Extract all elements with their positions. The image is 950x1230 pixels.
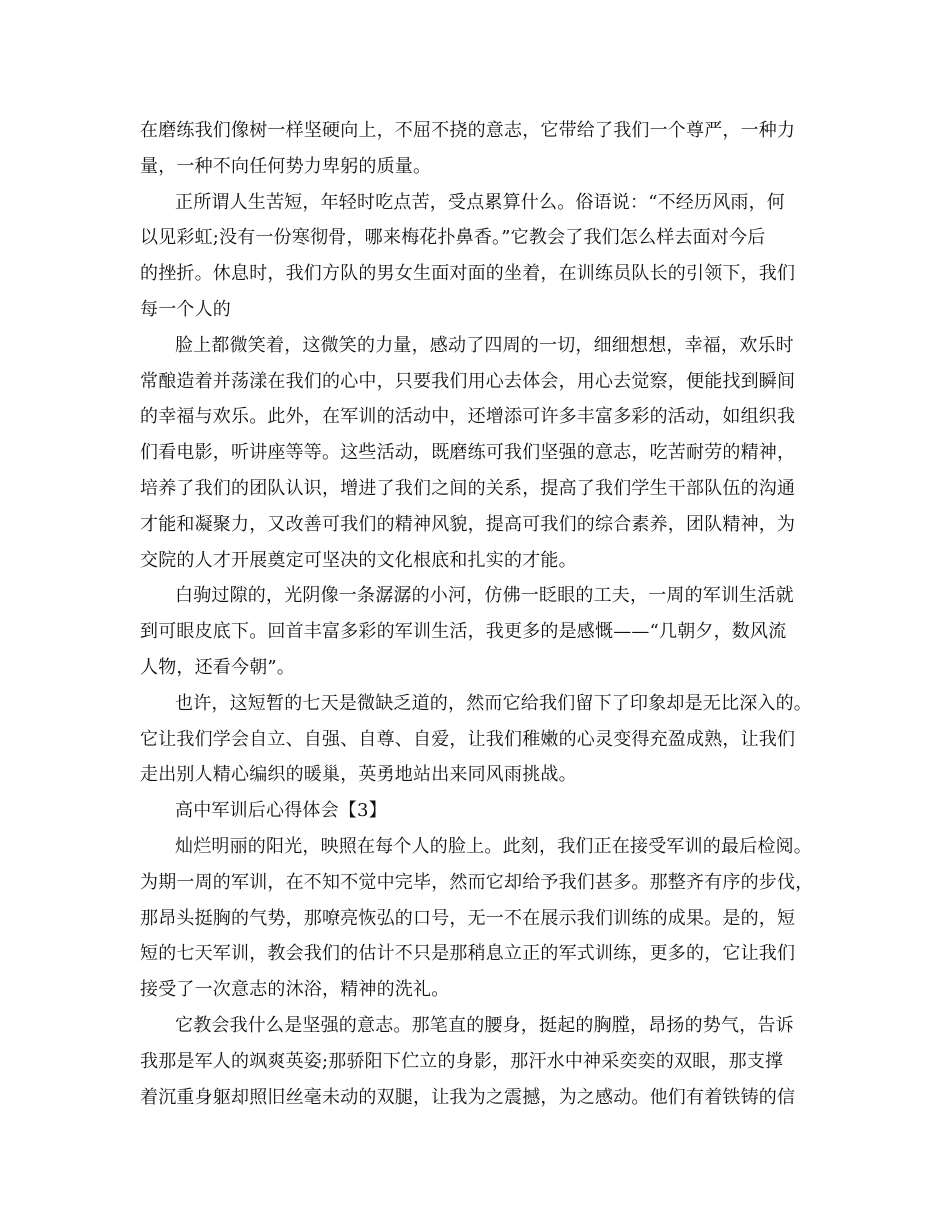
text-line: 的幸福与欢乐。此外，在军训的活动中，还增添可许多丰富多彩的活动，如组织我 bbox=[140, 406, 796, 428]
text-line: 正所谓人生苦短，年轻时吃点苦，受点累算什么。俗语说：“不经历风雨，何 bbox=[175, 191, 785, 213]
text-line: 也许，这短暂的七天是微缺乏道的，然而它给我们留下了印象却是无比深入的。 bbox=[175, 692, 812, 714]
text-line: 到可眼皮底下。回首丰富多彩的军训生活，我更多的是感慨——“几朝夕，数风流 bbox=[140, 621, 787, 643]
text-line: 为期一周的军训，在不知不觉中完毕，然而它却给予我们甚多。那整齐有序的步伐， bbox=[140, 871, 814, 893]
text-line: 培养了我们的团队认识，增进了我们之间的关系，提高了我们学生干部队伍的沟通 bbox=[140, 477, 796, 499]
text-line: 那昂头挺胸的气势，那嘹亮恢弘的口号，无一不在展示我们训练的成果。是的，短 bbox=[140, 907, 796, 929]
text-line: 我那是军人的飒爽英姿;那骄阳下伫立的身影，那汗水中神采奕奕的双眼，那支撑 bbox=[140, 1050, 784, 1072]
text-line: 量，一种不向任何势力卑躬的质量。 bbox=[140, 155, 432, 177]
text-line: 着沉重身躯却照旧丝毫未动的双腿，让我为之震撼，为之感动。他们有着铁铸的信 bbox=[140, 1086, 796, 1108]
text-line: 们看电影，听讲座等等。这些活动，既磨练可我们坚强的意志，吃苦耐劳的精神， bbox=[140, 442, 796, 464]
text-line: 交院的人才开展奠定可坚决的文化根底和扎实的才能。 bbox=[140, 549, 577, 571]
text-line: 人物，还看今朝”。 bbox=[140, 656, 296, 678]
text-line: 它教会我什么是坚强的意志。那笔直的腰身，挺起的胸膛，昂扬的势气，告诉 bbox=[175, 1014, 794, 1036]
text-line: 以见彩虹;没有一份寒彻骨，哪来梅花扑鼻香。”它教会了我们怎么样去面对今后 bbox=[140, 227, 766, 249]
text-line: 才能和凝聚力，又改善可我们的精神风貌，提高可我们的综合素养，团队精神，为 bbox=[140, 513, 796, 535]
text-line: 灿烂明丽的阳光，映照在每个人的脸上。此刻，我们正在接受军训的最后检阅。 bbox=[175, 835, 812, 857]
text-line: 在磨练我们像树一样坚硬向上，不屈不挠的意志，它带给了我们一个尊严，一种力 bbox=[140, 120, 796, 141]
text-line: 白驹过隙的，光阴像一条潺潺的小河，仿佛一眨眼的工夫，一周的军训生活就 bbox=[175, 585, 794, 607]
text-line: 它让我们学会自立、自强、自尊、自爱，让我们稚嫩的心灵变得充盈成熟，让我们 bbox=[140, 728, 796, 750]
section-heading: 高中军训后心得体会【3】 bbox=[175, 800, 387, 822]
text-line: 短的七天军训，教会我们的估计不只是那稍息立正的军式训练，更多的，它让我们 bbox=[140, 943, 796, 965]
text-line: 接受了一次意志的沐浴，精神的洗礼。 bbox=[140, 979, 450, 1001]
text-line: 脸上都微笑着，这微笑的力量，感动了四周的一切，细细想想，幸福，欢乐时 bbox=[175, 334, 794, 356]
document-body bbox=[140, 113, 828, 1115]
text-line: 每一个人的 bbox=[140, 298, 231, 320]
text-line: 的挫折。休息时，我们方队的男女生面对面的坐着，在训练员队长的引领下，我们 bbox=[140, 263, 796, 285]
text-line: 常酿造着并荡漾在我们的心中，只要我们用心去体会，用心去觉察，便能找到瞬间 bbox=[140, 370, 796, 392]
text-line: 走出别人精心编织的暖巢，英勇地站出来同风雨挑战。 bbox=[140, 764, 577, 786]
